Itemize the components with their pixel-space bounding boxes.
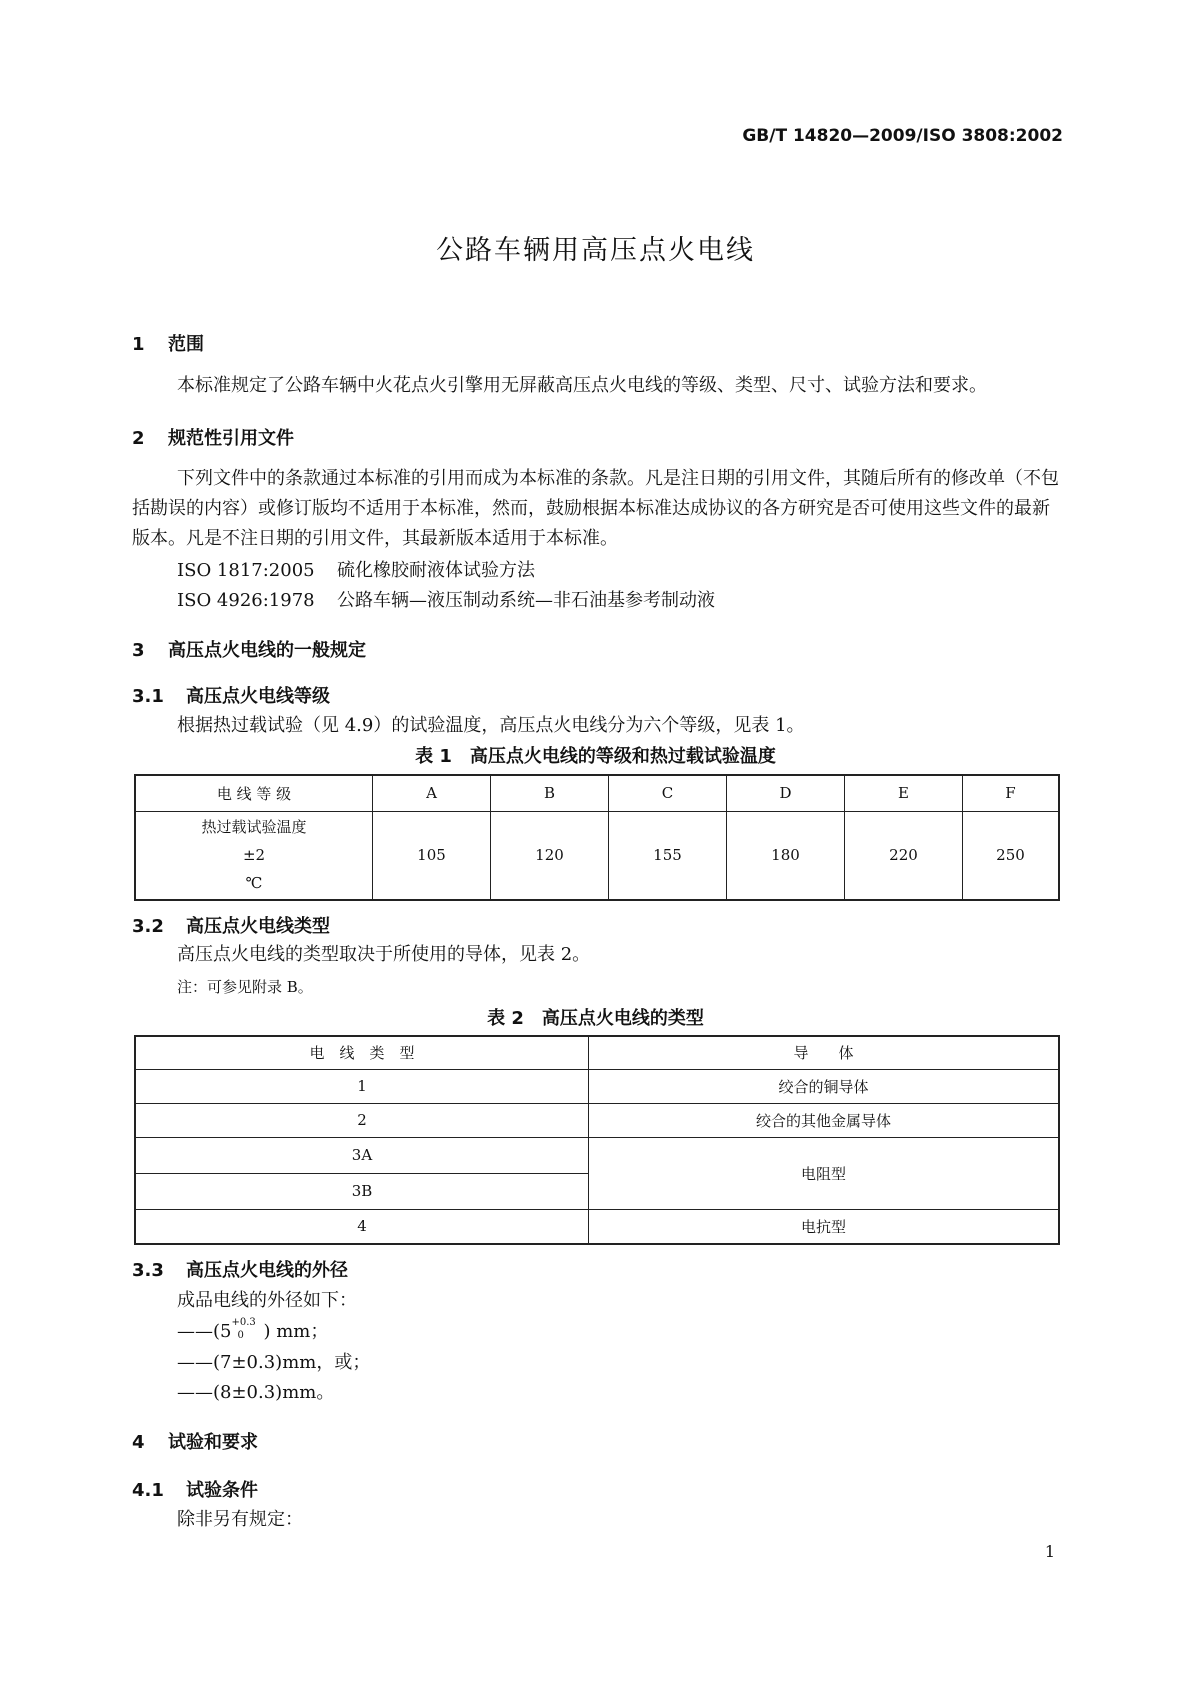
- section-number: 1: [132, 334, 145, 355]
- table-2-caption: 表 2 高压点火电线的类型: [487, 1008, 704, 1029]
- section-title: 高压点火电线类型: [186, 916, 330, 937]
- section-title: 规范性引用文件: [168, 428, 294, 449]
- reference-item: [177, 586, 715, 616]
- section-title: 试验条件: [186, 1480, 258, 1501]
- table-cell: 105: [373, 811, 491, 900]
- table-cell: 电抗型: [589, 1209, 1060, 1244]
- reference-code: ISO 1817:2005: [177, 560, 315, 581]
- table-cell: F: [963, 775, 1060, 811]
- table-cell: 绞合的铜导体: [589, 1069, 1060, 1103]
- section-number: 2: [132, 428, 145, 449]
- section-2-text: 下列文件中的条款通过本标准的引用而成为本标准的条款。凡是注日期的引用文件，其随后所有的修改单（不包括勘误的内容）或修订版均不适用于本标准，然而，鼓励根据本标准达成协议的各方研究是否可使用这些文件的最新版本。凡是不注日期的引用文件，其最新版本适用于本标准。: [132, 468, 1059, 549]
- section-number: 3.1: [132, 686, 164, 707]
- section-title: 高压点火电线的一般规定: [168, 640, 366, 661]
- section-number: 3: [132, 640, 145, 661]
- section-title: 高压点火电线等级: [186, 686, 330, 707]
- section-number: 4.1: [132, 1480, 164, 1501]
- cell-line: ℃: [245, 874, 263, 893]
- section-2-heading: [132, 424, 294, 450]
- table-header-row: [135, 1036, 1059, 1069]
- table-1-caption: 表 1 高压点火电线的等级和热过载试验温度: [415, 746, 776, 767]
- table-1: [134, 774, 1060, 901]
- list-item: ——(7±0.3)mm，或；: [177, 1352, 371, 1373]
- page-number: 1: [1044, 1542, 1055, 1561]
- section-3-3-text: 成品电线的外径如下：: [177, 1290, 357, 1311]
- table-row: [135, 1069, 1059, 1103]
- table-cell: 电 线 类 型: [135, 1036, 589, 1069]
- list-item-prefix: ——(5: [177, 1321, 232, 1342]
- table-cell: 155: [609, 811, 727, 900]
- section-title: 范围: [168, 334, 204, 355]
- list-item-suffix: ) mm；: [263, 1321, 329, 1342]
- section-1-text: 本标准规定了公路车辆中火花点火引擎用无屏蔽高压点火电线的等级、类型、尺寸、试验方法和要求。: [177, 375, 987, 396]
- cell-line: 热过载试验温度: [201, 818, 307, 837]
- list-item: ——(8±0.3)mm。: [177, 1382, 335, 1403]
- section-3-1-text: 根据热过载试验（见 4.9）的试验温度，高压点火电线分为六个等级，见表 1。: [177, 715, 805, 736]
- tolerance-lower: 0: [237, 1330, 244, 1341]
- table-cell: 120: [491, 811, 609, 900]
- table-cell: [135, 811, 373, 900]
- table-cell: 1: [135, 1069, 589, 1103]
- table-row: [135, 1209, 1059, 1244]
- note: 注：可参见附录 B。: [177, 978, 313, 996]
- tolerance: [231, 1317, 263, 1342]
- section-3-heading: [132, 636, 366, 662]
- standard-number: GB/T 14820—2009/ISO 3808:2002: [742, 126, 1063, 146]
- section-3-3-heading: [132, 1256, 348, 1282]
- section-title: 高压点火电线的外径: [186, 1260, 348, 1281]
- table-cell: 4: [135, 1209, 589, 1244]
- table-cell: 绞合的其他金属导体: [589, 1103, 1060, 1137]
- table-header-row: [135, 775, 1059, 811]
- table-cell: B: [491, 775, 609, 811]
- table-cell: 180: [727, 811, 845, 900]
- section-4-1-text: 除非另有规定：: [177, 1509, 303, 1530]
- table-cell: 电阻型: [589, 1137, 1060, 1209]
- table-cell: 电 线 等 级: [135, 775, 373, 811]
- table-row: [135, 1103, 1059, 1137]
- table-cell: 2: [135, 1103, 589, 1137]
- section-3-2-text: 高压点火电线的类型取决于所使用的导体，见表 2。: [177, 944, 591, 965]
- reference-title: 公路车辆—液压制动系统—非石油基参考制动液: [337, 590, 715, 611]
- section-4-heading: [132, 1428, 258, 1454]
- reference-title: 硫化橡胶耐液体试验方法: [337, 560, 535, 581]
- list-item: [177, 1317, 328, 1347]
- table-cell: C: [609, 775, 727, 811]
- document-title: 公路车辆用高压点火电线: [436, 235, 755, 266]
- table-cell: 250: [963, 811, 1060, 900]
- reference-item: [177, 556, 535, 586]
- tolerance-upper: +0.3: [231, 1317, 256, 1328]
- table-cell: E: [845, 775, 963, 811]
- table-row: [135, 1137, 1059, 1173]
- table-cell: A: [373, 775, 491, 811]
- section-number: 3.3: [132, 1260, 164, 1281]
- table-cell: 3A: [135, 1137, 589, 1173]
- section-3-1-heading: [132, 682, 330, 708]
- cell-line: ±2: [242, 846, 266, 865]
- table-cell: D: [727, 775, 845, 811]
- section-title: 试验和要求: [168, 1432, 258, 1453]
- table-cell: 导 体: [589, 1036, 1060, 1069]
- section-3-2-heading: [132, 912, 330, 938]
- reference-code: ISO 4926:1978: [177, 590, 315, 611]
- section-number: 4: [132, 1432, 145, 1453]
- table-2: [134, 1035, 1060, 1245]
- section-number: 3.2: [132, 916, 164, 937]
- table-row: [135, 811, 1059, 900]
- table-cell: 3B: [135, 1173, 589, 1209]
- table-cell: 220: [845, 811, 963, 900]
- section-1-heading: [132, 330, 204, 356]
- section-4-1-heading: [132, 1476, 258, 1502]
